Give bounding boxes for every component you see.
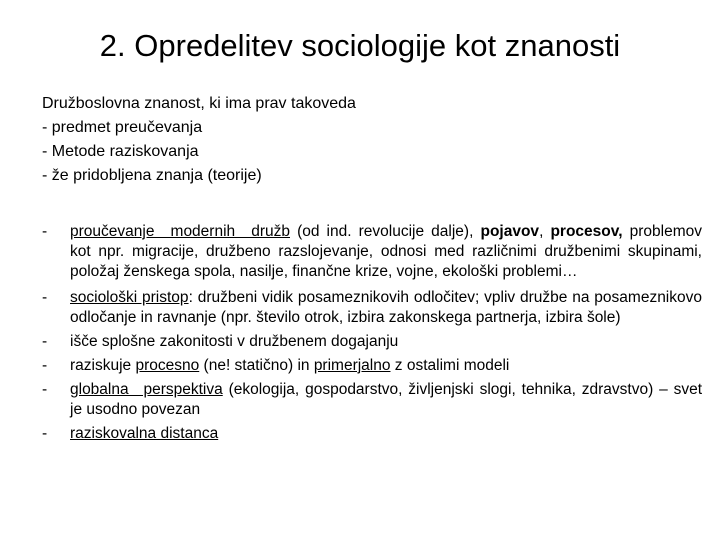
list-item xyxy=(42,424,702,444)
bullet-list xyxy=(42,222,702,448)
intro-line: - že pridobljena znanja (teorije) xyxy=(42,167,262,184)
list-item xyxy=(42,380,702,420)
bullet-dash: - xyxy=(42,223,48,240)
list-item xyxy=(42,222,702,282)
bold-term: pojavov xyxy=(480,223,540,240)
intro-block xyxy=(42,92,702,188)
underlined-term: globalna perspektiva xyxy=(70,381,223,398)
underlined-term: raziskovalna distanca xyxy=(70,425,219,442)
underlined-term: proučevanje modernih družb xyxy=(70,223,290,240)
list-item xyxy=(42,288,702,328)
underlined-term: procesno xyxy=(135,357,200,374)
bullet-dash: - xyxy=(42,357,48,374)
intro-line: - Metode raziskovanja xyxy=(42,143,199,160)
bullet-text: raziskuje xyxy=(70,357,136,374)
slide-title: 2. Opredelitev sociologije kot znanosti xyxy=(99,28,621,63)
intro-line: Družboslovna znanost, ki ima prav takoveda xyxy=(42,95,356,112)
bold-term: procesov, xyxy=(550,223,623,240)
underlined-term: primerjalno xyxy=(313,357,391,374)
bullet-dash: - xyxy=(42,333,48,350)
list-item xyxy=(42,332,702,352)
bullet-text: , xyxy=(539,223,551,240)
bullet-dash: - xyxy=(42,289,48,306)
bullet-text: išče splošne zakonitosti v družbenem dogajanju xyxy=(70,333,399,350)
intro-line: - predmet preučevanja xyxy=(42,119,203,136)
list-item xyxy=(42,356,702,376)
underlined-term: sociološki pristop xyxy=(70,289,189,306)
bullet-text: (ne! statično) in xyxy=(199,357,314,374)
bullet-text: : družbeni vidik posameznikovih odločitev; vpliv družbe na posameznikovo odločanje in ravnanje (npr. število otrok, izbira zakonskega partnerja, izbira šole) xyxy=(70,289,702,326)
bullet-text: (od ind. revolucije dalje), xyxy=(290,223,481,240)
bullet-dash: - xyxy=(42,425,48,442)
bullet-dash: - xyxy=(42,381,48,398)
bullet-text: problemov kot npr. migracije, družbeno razslojevanje, odnosi med različnimi družbenimi skupinami, položaj ženskega spola, nasilje, finančne krize, vojne, ekološki problemi… xyxy=(70,223,702,280)
bullet-text: z ostalimi modeli xyxy=(390,357,510,374)
bullet-text: (ekologija, gospodarstvo, življenjski slogi, tehnika, zdravstvo) – svet je usodno povezan xyxy=(70,381,703,418)
